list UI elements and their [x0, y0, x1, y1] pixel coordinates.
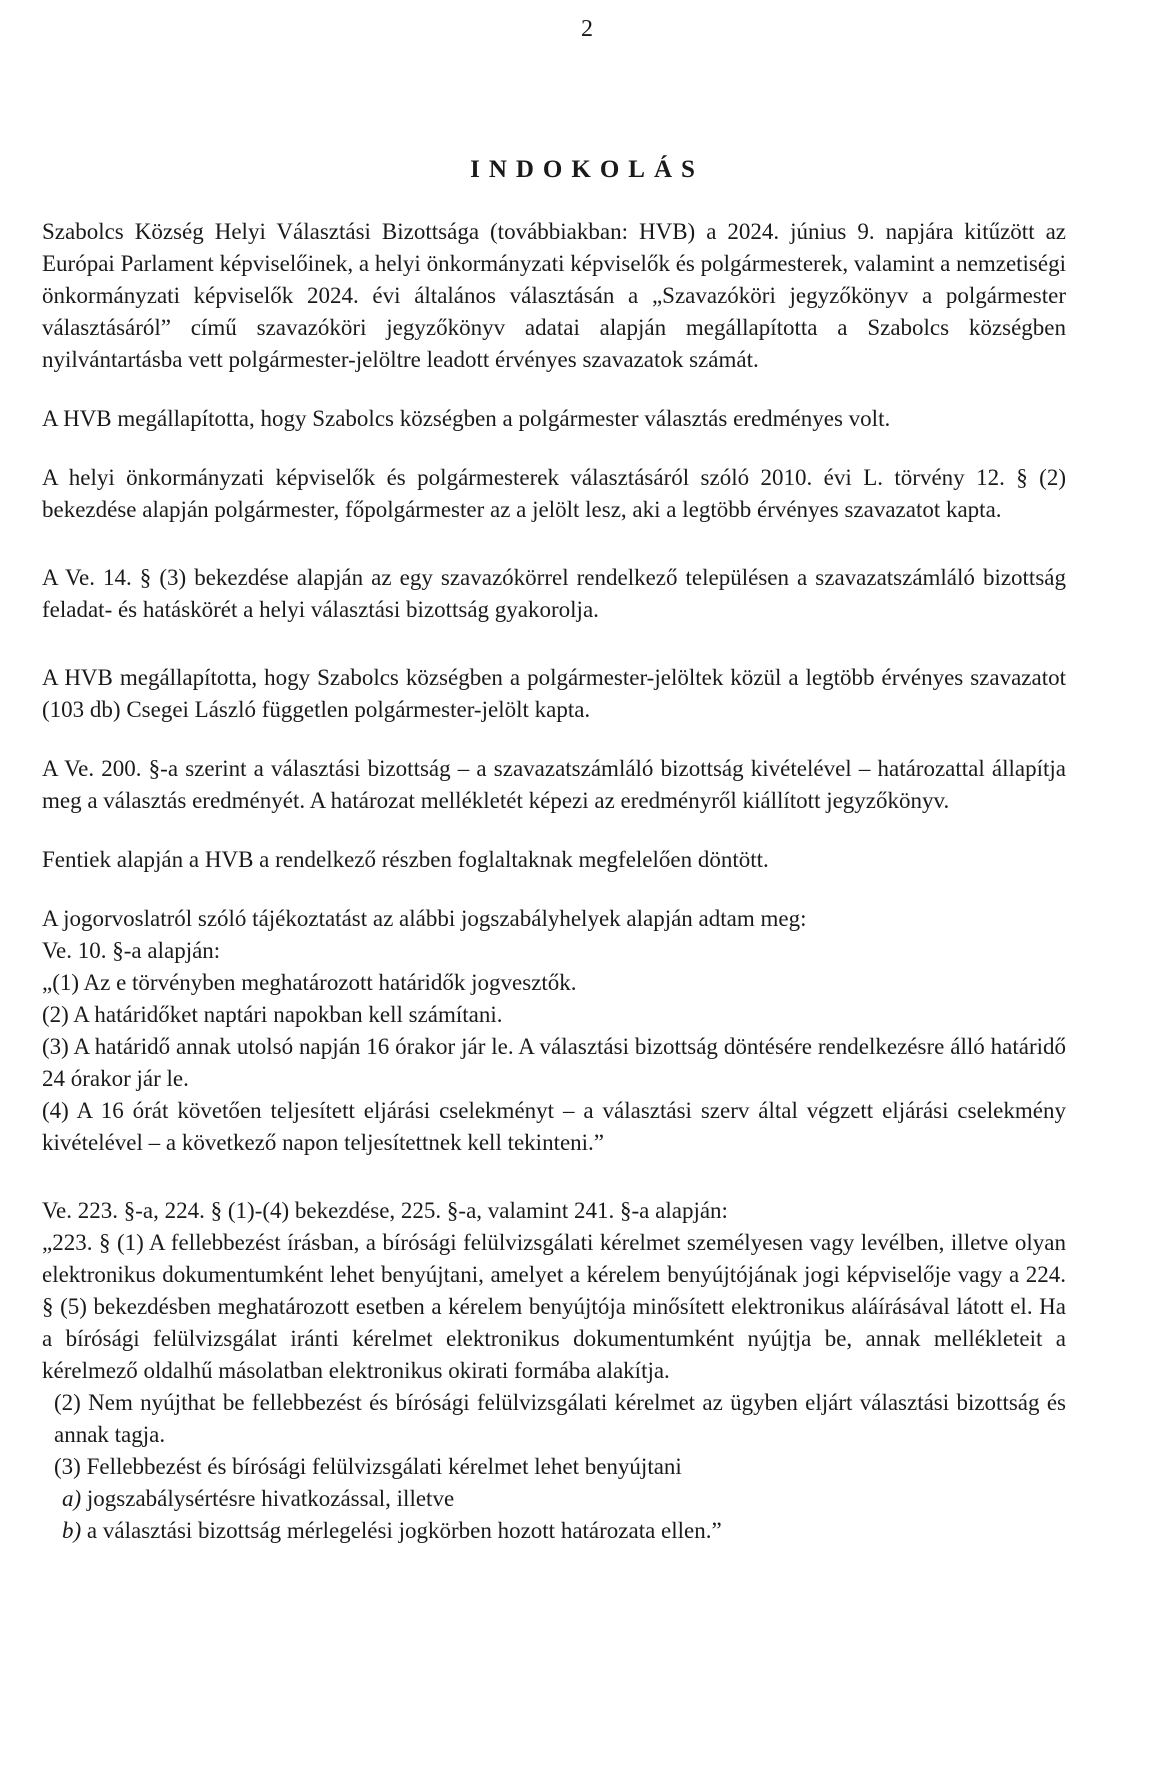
- quote-ve-10-3: (3) A határidő annak utolsó napján 16 órakor jár le. A választási bizottság döntésére rendelkezésre álló határidő 24 órakor jár le.: [42, 1034, 1066, 1091]
- paragraph-remedy-intro: A jogorvoslatról szóló tájékoztatást az alábbi jogszabályhelyek alapján adtam meg:: [42, 906, 807, 931]
- page-number: 2: [581, 16, 593, 42]
- quote-ve-223-3a: [42, 1483, 1066, 1515]
- paragraph-result: A HVB megállapította, hogy Szabolcs községben a polgármester választás eredményes volt.: [42, 406, 891, 431]
- quote-ve-10-2: (2) A határidőket naptári napokban kell számítani.: [42, 1002, 503, 1027]
- paragraph-intro: Szabolcs Község Helyi Választási Bizottsága (továbbiakban: HVB) a 2024. június 9. napjára kitűzött az Európai Parlament képviselőinek, a helyi önkormányzati képviselők és polgármesterek, valamint a nemzetiségi önkormányzati képviselők 2024. évi általános választásán a „Szavazóköri jegyzőkönyv a polgármester választásáról” című szavazóköri jegyzőkönyv adatai alapján megállapította a Szabolcs községben nyilvántartásba vett polgármester-jelöltre leadott érvényes szavazatok számát.: [42, 219, 1066, 372]
- quote-ve-10-4: (4) A 16 órát követően teljesített eljárási cselekményt – a választási szerv által végzett eljárási cselekmény kivételével – a következő napon teljesítettnek kell tekinteni.”: [42, 1098, 1066, 1155]
- list-letter-a: a): [62, 1486, 82, 1511]
- quote-ve-223-2: (2) Nem nyújthat be fellebbezést és bírósági felülvizsgálati kérelmet az ügyben eljárt választási bizottság és annak tagja.: [54, 1390, 1066, 1447]
- section-heading: INDOKOLÁS: [470, 156, 704, 183]
- paragraph-ve-200: A Ve. 200. §-a szerint a választási bizottság – a szavazatszámláló bizottság kivételével – határozattal állapítja meg a választás eredményét. A határozat mellékletét képezi az eredményről kiállított jegyzőkönyv.: [42, 756, 1066, 813]
- quote-ve-223-1: „223. § (1) A fellebbezést írásban, a bírósági felülvizsgálati kérelmet személyesen vagy levélben, illetve olyan elektronikus dokumentumként lehet benyújtani, amelyet a kérelem benyújtójának jogi képviselője vagy a 224. § (5) bekezdésben meghatározott esetben a kérelem benyújtója minősített elektronikus aláírásával látott el. Ha a bírósági felülvizsgálat iránti kérelmet elektronikus dokumentumként nyújtja be, annak mellékleteit a kérelmező oldalhű másolatban elektronikus okirati formába alakítja.: [42, 1230, 1066, 1383]
- paragraph-ve-14: A Ve. 14. § (3) bekezdése alapján az egy szavazókörrel rendelkező településen a szavazatszámláló bizottság feladat- és hatáskörét a helyi választási bizottság gyakorolja.: [42, 565, 1066, 622]
- paragraph-winner: A HVB megállapította, hogy Szabolcs községben a polgármester-jelöltek közül a legtöbb érvényes szavazatot (103 db) Csegei László független polgármester-jelölt kapta.: [42, 665, 1066, 722]
- paragraph-law-basis: A helyi önkormányzati képviselők és polgármesterek választásáról szóló 2010. évi L. törvény 12. § (2) bekezdése alapján polgármester, főpolgármester az a jelölt lesz, aki a legtöbb érvényes szavazatot kapta.: [42, 465, 1066, 522]
- list-letter-b: b): [62, 1518, 82, 1543]
- paragraph-ve-10: Ve. 10. §-a alapján:: [42, 938, 221, 963]
- list-text-b: a választási bizottság mérlegelési jogkörben hozott határozata ellen.”: [81, 1518, 722, 1543]
- paragraph-ve-223: Ve. 223. §-a, 224. § (1)-(4) bekezdése, 225. §-a, valamint 241. §-a alapján:: [42, 1198, 728, 1223]
- paragraph-decision: Fentiek alapján a HVB a rendelkező részben foglaltaknak megfelelően döntött.: [42, 847, 769, 872]
- document-body: [42, 216, 1066, 1547]
- quote-ve-223-3: (3) Fellebbezést és bírósági felülvizsgálati kérelmet lehet benyújtani: [54, 1454, 682, 1479]
- list-text-a: jogszabálysértésre hivatkozással, illetve: [81, 1486, 455, 1511]
- quote-ve-10-1: „(1) Az e törvényben meghatározott határidők jogvesztők.: [42, 970, 577, 995]
- quote-ve-223-3b: [42, 1515, 1066, 1547]
